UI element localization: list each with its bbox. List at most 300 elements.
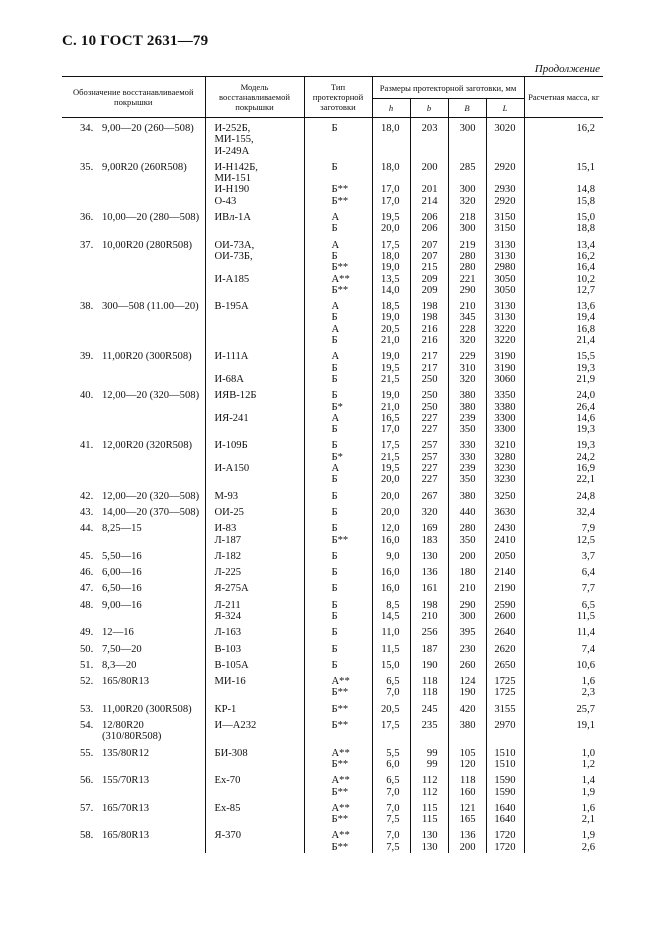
cell-mass: 15,5	[524, 346, 603, 362]
cell-b: 161	[410, 578, 448, 594]
cell-b: 112	[410, 787, 448, 798]
table-row	[62, 118, 603, 135]
row-number: 56.	[80, 775, 94, 787]
cell-L: 3280	[486, 452, 524, 463]
table-row	[62, 842, 603, 853]
cell-h: 19,0	[372, 312, 410, 323]
cell-mass: 6,4	[524, 562, 603, 578]
header-B: B	[448, 99, 486, 118]
cell-mass: 19,1	[524, 715, 603, 731]
cell-model: И-Н142Б,	[205, 157, 304, 173]
cell-L: 1725	[486, 671, 524, 687]
cell-mass: 1,4	[524, 770, 603, 786]
row-number: 46.	[80, 567, 94, 579]
cell-mass	[524, 146, 603, 157]
cell-b: 267	[410, 486, 448, 502]
cell-type: А	[304, 296, 372, 312]
cell-b: 235	[410, 715, 448, 731]
cell-B: 210	[448, 578, 486, 594]
cell-L: 2620	[486, 639, 524, 655]
header-designation: Обозначение восстанавливаемой покрышки	[62, 77, 205, 118]
cell-L: 2970	[486, 715, 524, 731]
table-row	[62, 324, 603, 335]
designation-text: 6,00—16	[102, 567, 142, 579]
cell-L: 3060	[486, 374, 524, 385]
cell-L: 2920	[486, 196, 524, 207]
cell-type	[304, 731, 372, 742]
cell-model: Л-187	[205, 535, 304, 546]
cell-h: 7,0	[372, 825, 410, 841]
cell-L: 3250	[486, 486, 524, 502]
cell-B: 190	[448, 687, 486, 698]
cell-designation	[62, 546, 205, 562]
cell-model: БИ-308	[205, 743, 304, 759]
cell-L: 1720	[486, 842, 524, 853]
designation-text: 12,00—20 (320—508)	[102, 390, 200, 402]
cell-type: Б	[304, 223, 372, 234]
cell-B: 380	[448, 385, 486, 401]
cell-B: 124	[448, 671, 486, 687]
cell-b: 245	[410, 699, 448, 715]
cell-mass: 1,0	[524, 743, 603, 759]
cell-h: 16,5	[372, 413, 410, 424]
cell-model: Ех-85	[205, 798, 304, 814]
cell-L: 3130	[486, 235, 524, 251]
cell-h: 19,0	[372, 385, 410, 401]
cell-type: Б*	[304, 452, 372, 463]
cell-type: А**	[304, 671, 372, 687]
cell-L: 2930	[486, 184, 524, 195]
cell-h: 14,5	[372, 611, 410, 622]
cell-h: 16,0	[372, 535, 410, 546]
cell-B: 320	[448, 374, 486, 385]
cell-type: Б	[304, 562, 372, 578]
cell-B: 345	[448, 312, 486, 323]
cell-L: 3220	[486, 335, 524, 346]
cell-b: 130	[410, 825, 448, 841]
row-number: 57.	[80, 802, 94, 814]
cell-designation	[62, 118, 205, 135]
cell-b: 209	[410, 285, 448, 296]
cell-model	[205, 474, 304, 485]
designation-text: 12—16	[102, 627, 134, 639]
table-row	[62, 562, 603, 578]
cell-h: 9,0	[372, 546, 410, 562]
cell-h	[372, 146, 410, 157]
cell-mass: 21,4	[524, 335, 603, 346]
cell-model	[205, 687, 304, 698]
cell-type: Б	[304, 595, 372, 611]
cell-model	[205, 223, 304, 234]
cell-b: 130	[410, 842, 448, 853]
cell-mass: 24,8	[524, 486, 603, 502]
table-row	[62, 463, 603, 474]
cell-model: Л-225	[205, 562, 304, 578]
cell-h: 20,0	[372, 486, 410, 502]
cell-model	[205, 814, 304, 825]
header-dimensions-group: Размеры протекторной заготовки, мм	[372, 77, 524, 99]
cell-type: Б	[304, 486, 372, 502]
cell-B: 260	[448, 655, 486, 671]
cell-designation	[62, 699, 205, 715]
cell-designation	[62, 223, 205, 234]
cell-model	[205, 787, 304, 798]
cell-model: И-68А	[205, 374, 304, 385]
cell-L: 2430	[486, 518, 524, 534]
table-row	[62, 363, 603, 374]
cell-L: 3220	[486, 324, 524, 335]
cell-designation	[62, 842, 205, 853]
cell-h	[372, 134, 410, 145]
cell-type: Б**	[304, 196, 372, 207]
cell-designation	[62, 770, 205, 786]
table-row	[62, 402, 603, 413]
cell-designation	[62, 731, 205, 742]
cell-b: 250	[410, 402, 448, 413]
cell-h: 16,0	[372, 562, 410, 578]
cell-designation	[62, 743, 205, 759]
row-number: 36.	[80, 212, 94, 224]
cell-B: 300	[448, 184, 486, 195]
cell-h: 17,0	[372, 196, 410, 207]
cell-model: Я-324	[205, 611, 304, 622]
cell-L: 3230	[486, 474, 524, 485]
cell-h: 7,0	[372, 798, 410, 814]
cell-type: Б	[304, 312, 372, 323]
cell-designation	[62, 435, 205, 451]
cell-designation	[62, 413, 205, 424]
cell-B: 210	[448, 296, 486, 312]
cell-B: 200	[448, 842, 486, 853]
cell-B: 118	[448, 770, 486, 786]
cell-L: 3050	[486, 285, 524, 296]
cell-L	[486, 731, 524, 742]
cell-b: 206	[410, 223, 448, 234]
cell-h: 12,0	[372, 518, 410, 534]
header-model: Модель восстанавливаемой покрышки	[205, 77, 304, 118]
cell-type: Б	[304, 546, 372, 562]
cell-B: 200	[448, 546, 486, 562]
cell-b: 115	[410, 814, 448, 825]
cell-b: 217	[410, 363, 448, 374]
designation-text: 5,50—16	[102, 550, 142, 562]
cell-type: Б**	[304, 842, 372, 853]
cell-model: ОИ-25	[205, 502, 304, 518]
cell-B	[448, 134, 486, 145]
cell-designation	[62, 312, 205, 323]
cell-h	[372, 173, 410, 184]
cell-mass: 16,2	[524, 118, 603, 135]
table-row	[62, 639, 603, 655]
table-row	[62, 671, 603, 687]
cell-B: 380	[448, 486, 486, 502]
row-number: 38.	[80, 301, 94, 313]
cell-B: 180	[448, 562, 486, 578]
cell-b: 227	[410, 413, 448, 424]
cell-B: 221	[448, 274, 486, 285]
cell-model	[205, 424, 304, 435]
cell-mass: 1,6	[524, 671, 603, 687]
table-body	[62, 118, 603, 854]
cell-mass: 1,9	[524, 787, 603, 798]
table-row	[62, 814, 603, 825]
cell-type: Б	[304, 363, 372, 374]
cell-B: 380	[448, 402, 486, 413]
row-number: 48.	[80, 599, 94, 611]
cell-mass: 25,7	[524, 699, 603, 715]
cell-designation	[62, 157, 205, 173]
cell-L: 1590	[486, 787, 524, 798]
cell-type: Б	[304, 118, 372, 135]
cell-mass: 2,6	[524, 842, 603, 853]
cell-L: 3350	[486, 385, 524, 401]
cell-h: 17,5	[372, 235, 410, 251]
cell-designation	[62, 825, 205, 841]
row-number: 44.	[80, 523, 94, 535]
cell-mass: 2,3	[524, 687, 603, 698]
cell-designation	[62, 402, 205, 413]
cell-type: Б	[304, 385, 372, 401]
cell-b: 118	[410, 687, 448, 698]
cell-designation	[62, 814, 205, 825]
cell-b: 198	[410, 312, 448, 323]
cell-mass: 24,0	[524, 385, 603, 401]
cell-h: 20,0	[372, 502, 410, 518]
cell-model: Л-182	[205, 546, 304, 562]
table-row	[62, 825, 603, 841]
row-number: 39.	[80, 351, 94, 363]
cell-B: 280	[448, 262, 486, 273]
cell-mass: 12,5	[524, 535, 603, 546]
designation-text: (310/80R508)	[102, 731, 162, 743]
cell-type: Б	[304, 578, 372, 594]
cell-designation	[62, 463, 205, 474]
cell-type: А**	[304, 274, 372, 285]
cell-b: 256	[410, 622, 448, 638]
cell-model: ОИ-73Б,	[205, 251, 304, 262]
table-row	[62, 296, 603, 312]
cell-b: 136	[410, 562, 448, 578]
cell-L	[486, 134, 524, 145]
cell-designation	[62, 134, 205, 145]
designation-text: 135/80R12	[102, 747, 150, 759]
table-row	[62, 546, 603, 562]
cell-model: Я-370	[205, 825, 304, 841]
cell-B	[448, 173, 486, 184]
cell-b: 216	[410, 324, 448, 335]
cell-b: 207	[410, 251, 448, 262]
cell-B: 350	[448, 535, 486, 546]
cell-b: 203	[410, 118, 448, 135]
table-row	[62, 502, 603, 518]
cell-L: 3300	[486, 413, 524, 424]
cell-mass: 16,9	[524, 463, 603, 474]
cell-h: 17,5	[372, 435, 410, 451]
cell-model: МИ-16	[205, 671, 304, 687]
cell-B: 120	[448, 759, 486, 770]
cell-type: А**	[304, 798, 372, 814]
cell-type: Б	[304, 502, 372, 518]
cell-B: 320	[448, 196, 486, 207]
cell-mass: 12,7	[524, 285, 603, 296]
cell-type: Б	[304, 474, 372, 485]
cell-B: 350	[448, 474, 486, 485]
cell-type: А	[304, 346, 372, 362]
cell-B	[448, 146, 486, 157]
cell-h: 20,5	[372, 324, 410, 335]
cell-designation	[62, 173, 205, 184]
table-row	[62, 196, 603, 207]
cell-L: 1720	[486, 825, 524, 841]
designation-text: 300—508 (11.00—20)	[102, 301, 199, 313]
cell-b: 198	[410, 595, 448, 611]
cell-type: Б**	[304, 787, 372, 798]
cell-L: 3130	[486, 312, 524, 323]
cell-b: 207	[410, 235, 448, 251]
cell-B: 395	[448, 622, 486, 638]
cell-h: 19,5	[372, 363, 410, 374]
cell-mass: 15,8	[524, 196, 603, 207]
designation-text: 8,25—15	[102, 523, 142, 535]
table-row	[62, 595, 603, 611]
cell-h: 17,5	[372, 715, 410, 731]
designation-text: 6,50—16	[102, 583, 142, 595]
cell-L: 1590	[486, 770, 524, 786]
cell-b: 183	[410, 535, 448, 546]
cell-designation	[62, 611, 205, 622]
continuation-note: Продолжение	[534, 63, 600, 75]
cell-b: 112	[410, 770, 448, 786]
cell-model: В-103	[205, 639, 304, 655]
cell-mass: 19,3	[524, 424, 603, 435]
cell-model	[205, 759, 304, 770]
cell-designation	[62, 535, 205, 546]
table-row	[62, 486, 603, 502]
cell-mass: 19,3	[524, 363, 603, 374]
designation-text: 11,00R20 (300R508)	[102, 703, 192, 715]
cell-type: Б	[304, 424, 372, 435]
cell-B: 320	[448, 335, 486, 346]
cell-type: Б	[304, 622, 372, 638]
cell-L: 3230	[486, 463, 524, 474]
cell-model: М-93	[205, 486, 304, 502]
cell-designation	[62, 363, 205, 374]
cell-mass: 15,1	[524, 157, 603, 173]
table-row	[62, 578, 603, 594]
cell-b	[410, 173, 448, 184]
table-row	[62, 699, 603, 715]
cell-mass	[524, 731, 603, 742]
table-row	[62, 759, 603, 770]
cell-b: 257	[410, 435, 448, 451]
cell-L: 3050	[486, 274, 524, 285]
cell-model: Ех-70	[205, 770, 304, 786]
cell-L: 3150	[486, 223, 524, 234]
cell-h: 17,0	[372, 184, 410, 195]
designation-text: 9,00—16	[102, 599, 142, 611]
cell-model	[205, 312, 304, 323]
cell-B: 239	[448, 463, 486, 474]
row-number: 52.	[80, 676, 94, 688]
cell-B: 300	[448, 118, 486, 135]
table-row	[62, 134, 603, 145]
cell-model: И-А150	[205, 463, 304, 474]
cell-model: ОИ-73А,	[205, 235, 304, 251]
cell-b: 217	[410, 346, 448, 362]
table-row	[62, 207, 603, 223]
table-row	[62, 335, 603, 346]
cell-b: 215	[410, 262, 448, 273]
cell-designation	[62, 787, 205, 798]
cell-B: 290	[448, 285, 486, 296]
cell-B: 160	[448, 787, 486, 798]
cell-model: ИВл-1А	[205, 207, 304, 223]
cell-L	[486, 146, 524, 157]
cell-L: 2650	[486, 655, 524, 671]
cell-type: А**	[304, 743, 372, 759]
designation-text: 12,00—20 (320—508)	[102, 490, 200, 502]
cell-type: Б	[304, 435, 372, 451]
cell-mass: 18,8	[524, 223, 603, 234]
cell-B: 280	[448, 518, 486, 534]
cell-mass: 10,6	[524, 655, 603, 671]
cell-mass: 6,5	[524, 595, 603, 611]
cell-type: А**	[304, 770, 372, 786]
cell-B: 310	[448, 363, 486, 374]
cell-model	[205, 842, 304, 853]
table-row	[62, 285, 603, 296]
cell-h: 18,0	[372, 157, 410, 173]
cell-L: 3380	[486, 402, 524, 413]
row-number: 47.	[80, 583, 94, 595]
cell-mass: 32,4	[524, 502, 603, 518]
cell-model: Л-211	[205, 595, 304, 611]
cell-L: 3190	[486, 363, 524, 374]
cell-b: 130	[410, 546, 448, 562]
designation-text: 8,3—20	[102, 659, 137, 671]
cell-L: 1640	[486, 798, 524, 814]
cell-model: И-А185	[205, 274, 304, 285]
cell-model: И-Н190	[205, 184, 304, 195]
cell-type: Б	[304, 639, 372, 655]
cell-b: 250	[410, 374, 448, 385]
cell-type: Б**	[304, 687, 372, 698]
cell-type: Б**	[304, 759, 372, 770]
cell-mass: 13,4	[524, 235, 603, 251]
cell-model: О-43	[205, 196, 304, 207]
table-row	[62, 535, 603, 546]
cell-model	[205, 452, 304, 463]
cell-h: 14,0	[372, 285, 410, 296]
cell-h: 7,0	[372, 787, 410, 798]
cell-b: 214	[410, 196, 448, 207]
table-row	[62, 474, 603, 485]
cell-L: 3155	[486, 699, 524, 715]
cell-L: 2410	[486, 535, 524, 546]
cell-designation	[62, 235, 205, 251]
table-row	[62, 346, 603, 362]
table-row	[62, 274, 603, 285]
cell-h: 13,5	[372, 274, 410, 285]
cell-model: МИ-155,	[205, 134, 304, 145]
table-row	[62, 731, 603, 742]
cell-mass: 16,4	[524, 262, 603, 273]
cell-designation	[62, 759, 205, 770]
cell-model	[205, 262, 304, 273]
cell-designation	[62, 639, 205, 655]
designation-text: 11,00R20 (300R508)	[102, 351, 192, 363]
cell-h: 18,5	[372, 296, 410, 312]
